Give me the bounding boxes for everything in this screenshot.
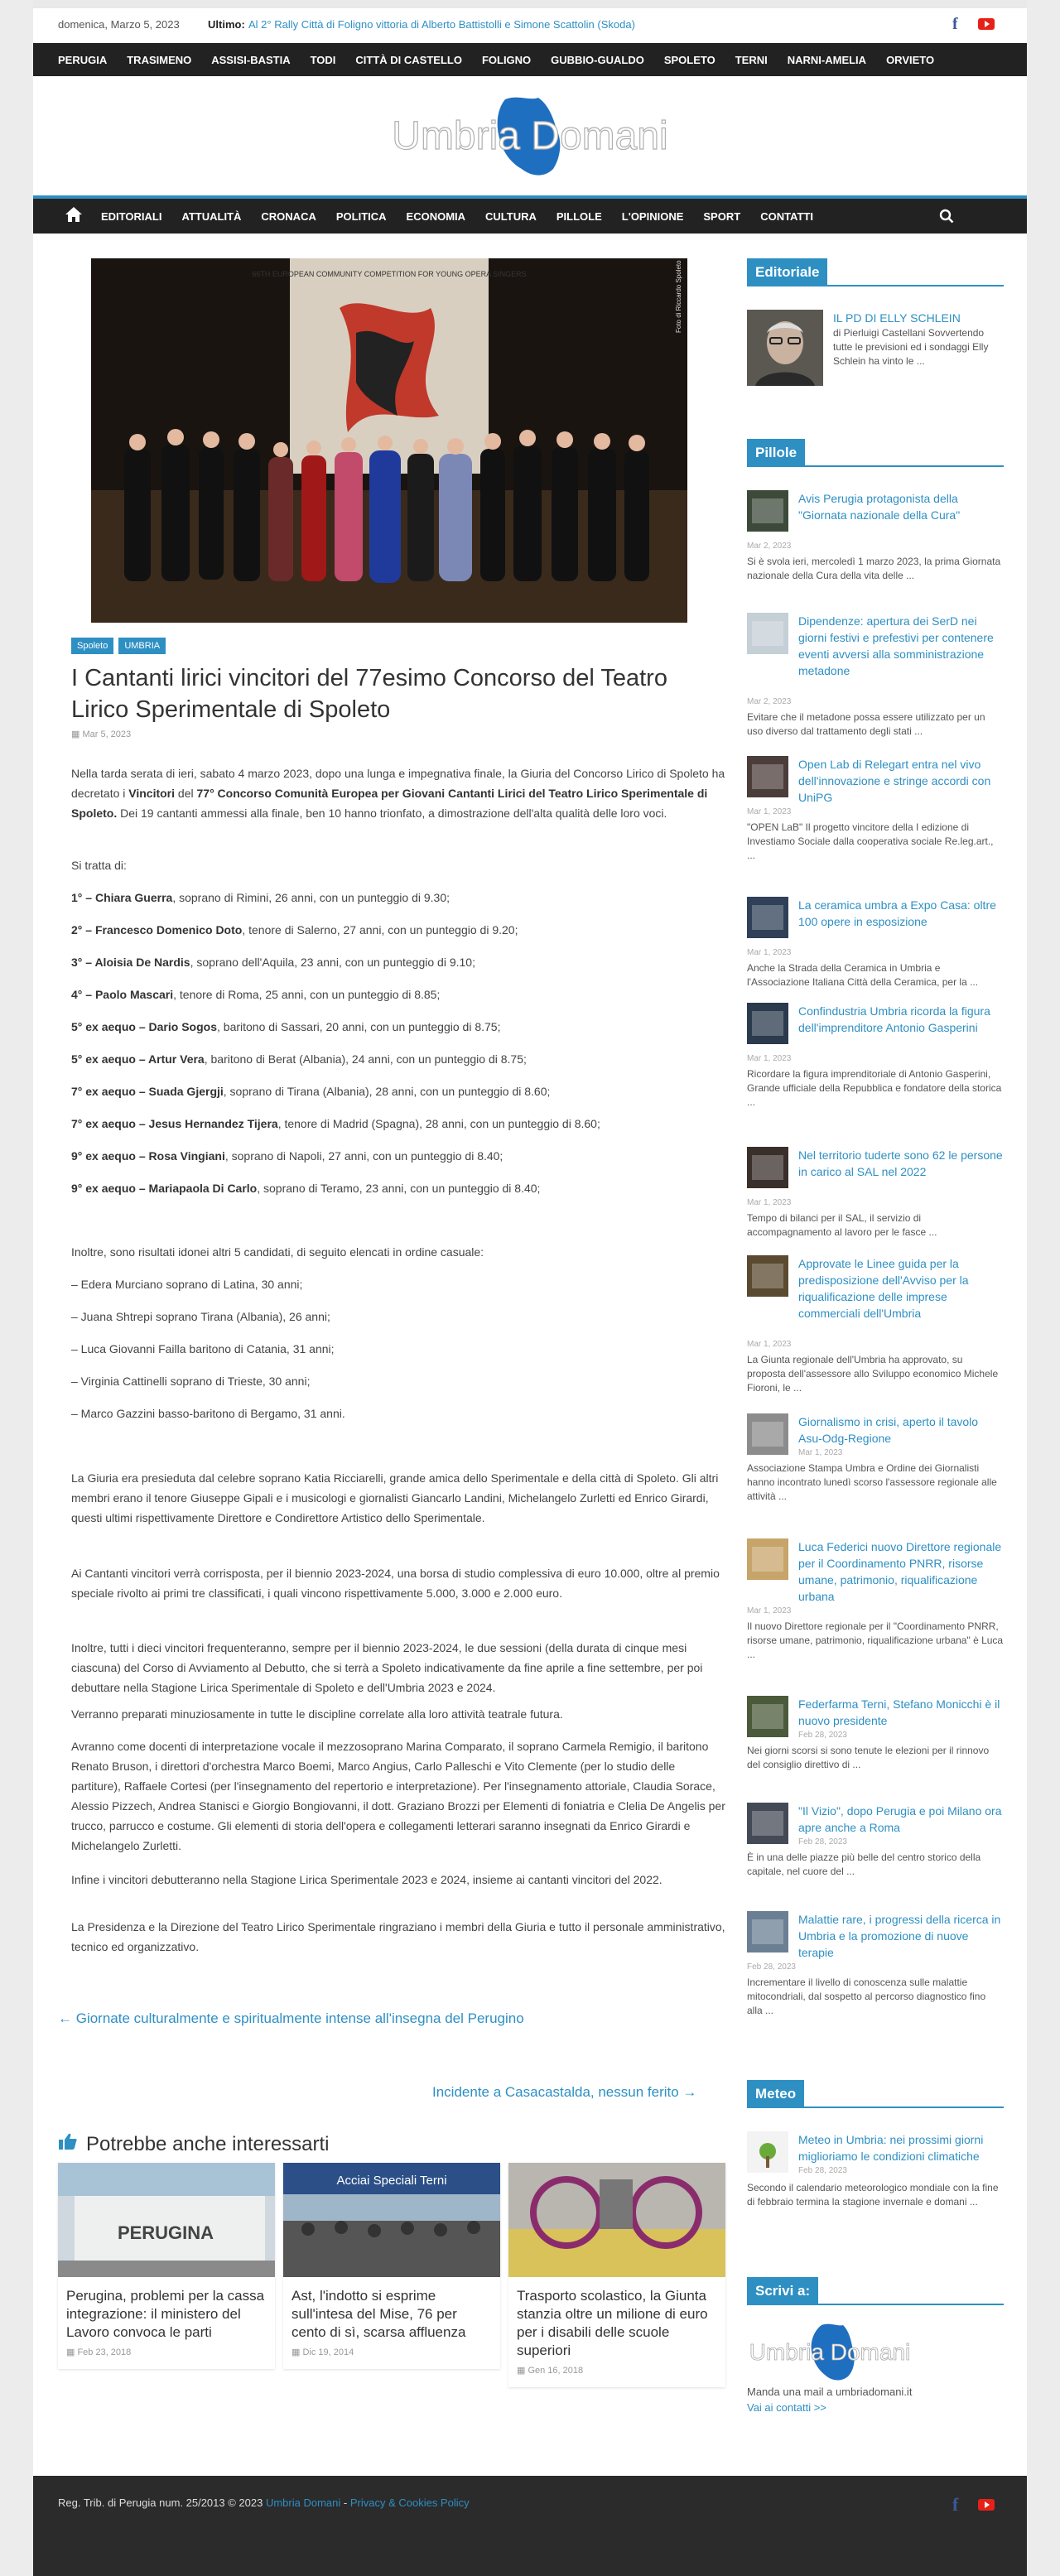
latest-news-ticker[interactable]: Al 2° Rally Città di Foligno vittoria di Alberto Battistolli e Simone Scattolin (Skoda) — [248, 18, 635, 31]
main-nav-item[interactable]: POLITICA — [335, 209, 387, 223]
city-nav-item[interactable]: TRASIMENO — [127, 53, 192, 66]
winner-desc: , soprano di Teramo, 23 anni, con un punteggio di 8.40; — [257, 1182, 541, 1195]
article-paragraph: Verranno preparati minuziosamente in tutte le discipline correlate alla loro attività teatrale futura. — [71, 1707, 563, 1721]
city-nav-item[interactable]: NARNI-AMELIA — [787, 53, 867, 66]
next-post-link[interactable]: Incidente a Casacastalda, nessun ferito → — [432, 2084, 697, 2100]
calendar-icon: ▦ — [292, 2347, 303, 2357]
related-image-text: Acciai Speciali Terni — [336, 2174, 447, 2188]
related-card-date — [58, 2347, 275, 2369]
calendar-icon: ▦ — [66, 2347, 78, 2357]
meteo-heading-text: Meteo — [747, 2080, 804, 2108]
article-date — [71, 729, 131, 739]
prev-post-link[interactable]: ← Giornate culturalmente e spiritualmente intense all'insegna del Perugino — [58, 2010, 524, 2026]
related-card[interactable] — [58, 2163, 275, 2369]
related-card-title[interactable]: Perugina, problemi per la cassa integrazione: il ministero del Lavoro convoca le parti — [66, 2288, 265, 2340]
editoriale-thumbnail[interactable] — [747, 310, 823, 386]
related-heading-text: Potrebbe anche interessarti — [86, 2132, 330, 2155]
pillola-thumbnail[interactable] — [747, 756, 788, 797]
pillola-date: Mar 2, 2023 — [747, 542, 792, 551]
winner-rank: 3° – — [71, 956, 95, 969]
page — [33, 0, 1027, 2576]
winner-row — [71, 1049, 725, 1069]
city-nav-item[interactable]: ASSISI-BASTIA — [211, 53, 291, 66]
article-paragraph: Ai Cantanti vincitori verrà corrisposta, per il biennio 2023-2024, una borsa di studio complessiva di euro 10.000, oltre al premio speciale rivolto ai primi tre classificati, i quali vincono rispettivamente 5.000, 3.000 e 2.000 euro. — [71, 1567, 720, 1600]
category-tags — [71, 638, 166, 654]
article-paragraph: Inoltre, tutti i dieci vincitori frequenteranno, sempre per il biennio 2023-2024, le due sessioni (della durata di cinque mesi ciascuna) del Corso di Avviamento al Debutto, che si terrà a Spoleto indicativamente da fine aprile a fine settembre, per poi debuttare nella Stagione Lirica Sperimentale di Spoleto e dell'Umbria 2023 e 2024. — [71, 1641, 703, 1694]
winner-name: Chiara Guerra — [94, 891, 173, 904]
pillola-excerpt: Si è svola ieri, mercoledì 1 marzo 2023, la prima Giornata nazionale della Cura della vita delle ... — [747, 556, 1001, 581]
idoneo-row: – Virginia Cattinelli soprano di Trieste, 30 anni; — [71, 1375, 311, 1388]
pillola-date: Feb 28, 2023 — [798, 1731, 847, 1740]
winner-name: Francesco Domenico Doto — [94, 923, 243, 937]
home-icon[interactable] — [65, 206, 83, 227]
pillola-title[interactable]: Approvate le Linee guida per la predisposizione dell'Avviso per la riqualificazione delle imprese commerciali dell'Umbria — [798, 1257, 969, 1320]
editoriale-excerpt: di Pierluigi Castellani Sovvertendo tutte le previsioni ed i sondaggi Elly Schlein ha vinto le ... — [833, 327, 989, 367]
scrivi-heading-text: Scrivi a: — [747, 2277, 818, 2305]
facebook-icon[interactable]: f — [952, 15, 958, 33]
related-card-image[interactable] — [283, 2163, 500, 2277]
pillola-date: Feb 28, 2023 — [747, 1962, 796, 1972]
pillola-thumbnail[interactable] — [747, 1003, 788, 1044]
main-nav-item[interactable]: SPORT — [703, 209, 741, 223]
article-title: I Cantanti lirici vincitori del 77esimo Concorso del Teatro Lirico Sperimentale di Spoleto — [71, 665, 667, 723]
winner-row — [71, 920, 725, 940]
pillola-excerpt: Tempo di bilanci per il SAL, il servizio di accompagnamento al lavoro per le fasce ... — [747, 1212, 937, 1238]
pillola-date: Mar 1, 2023 — [798, 1448, 843, 1457]
editoriale-title[interactable]: IL PD DI ELLY SCHLEIN — [833, 311, 961, 325]
contact-link[interactable]: Vai ai contatti >> — [747, 2401, 826, 2414]
winner-desc: , soprano di Napoli, 27 anni, con un punteggio di 8.40; — [224, 1149, 504, 1163]
intro-text-c: Dei 19 cantanti ammessi alla finale, ben 10 hanno trionfato, a dimostrazione dell'alta qualità delle loro voci. — [117, 807, 667, 820]
city-nav-item[interactable]: TERNI — [735, 53, 768, 66]
pillola-excerpt: La Giunta regionale dell'Umbria ha approvato, su proposta dell'assessore allo Sviluppo economico Michele Fioroni, le ... — [747, 1354, 999, 1394]
winner-name: Aloisia De Nardis — [94, 956, 190, 969]
pillola-date: Mar 1, 2023 — [747, 1340, 792, 1349]
winner-rank: 5° ex aequo – — [71, 1020, 149, 1033]
pillola-thumbnail[interactable] — [747, 613, 788, 654]
meteo-date: Feb 28, 2023 — [798, 2166, 847, 2175]
editoriale-item[interactable] — [747, 310, 1004, 392]
main-nav-item[interactable]: ECONOMIA — [406, 209, 466, 223]
city-nav-item[interactable]: TODI — [310, 53, 336, 66]
winner-row — [71, 1146, 725, 1166]
winner-name: Dario Sogos — [148, 1020, 217, 1033]
footer-site-link[interactable]: Umbria Domani — [265, 2497, 341, 2509]
city-nav — [33, 43, 1027, 76]
youtube-icon[interactable] — [977, 15, 995, 38]
winner-rank: 4° – — [71, 988, 95, 1001]
intro-bold-b: 77° Concorso Comunità Europea per Giovani Cantanti Lirici del Teatro Lirico Sperimentale di Spoleto. — [71, 787, 708, 820]
latest-label: Ultimo: — [208, 18, 245, 31]
pillola-thumbnail[interactable] — [747, 1803, 788, 1844]
pillola-title[interactable]: Open Lab di Relegart entra nel vivo dell'innovazione e stringe accordi con UniPG — [798, 758, 991, 804]
pillola-excerpt: Il nuovo Direttore regionale per il "Coordinamento PNRR, risorse umane, patrimonio, riqualificazione urbana" è Luca ... — [747, 1620, 1004, 1660]
related-card-image[interactable] — [58, 2163, 275, 2277]
article-intro — [71, 763, 725, 823]
pillola-title[interactable]: Avis Perugia protagonista della "Giornata nazionale della Cura" — [798, 492, 961, 522]
winner-row — [71, 1114, 725, 1134]
pillola-excerpt: Ricordare la figura imprenditoriale di Antonio Gasperini, Grande ufficiale della Repubblica e fondatore della storica ... — [747, 1068, 1002, 1108]
article-paragraph: Avranno come docenti di interpretazione vocale il mezzosoprano Marina Comparato, il soprano Carmela Remigio, il baritono Renato Bruson, i direttori d'orchestra Marco Boemi, Marco Angius, Carlo Palleschi e Vito Clemente (per lo studio delle partiture), Raffaele Cortesi (per l'insegnamento del repertorio e interpretazione). Per l'insegnamento attoriale, Claudia Sorace, Alessio Pizzech, Andrea Stanisci e Giorgio Bongiovanni, il dott. Graziano Brozzi per Elementi di foniatria e Clelia De Angelis per trucco, parrucco e costume. Gli elementi di storia dell'opera e collegamenti letterari saranno insegnati da Enrico Girardi e Michelangelo Zurletti. — [71, 1740, 725, 1852]
main-nav-item[interactable]: CRONACA — [261, 209, 316, 223]
related-card[interactable] — [508, 2163, 725, 2387]
meteo-title[interactable]: Meteo in Umbria: nei prossimi giorni miglioriamo le condizioni climatiche — [798, 2133, 984, 2163]
winner-desc: , tenore di Madrid (Spagna), 28 anni, con un punteggio di 8.60; — [277, 1117, 600, 1130]
related-card-title[interactable]: Trasporto scolastico, la Giunta stanzia oltre un milione di euro per i disabili delle scuole superiori — [517, 2288, 708, 2358]
winner-rank: 7° ex aequo – — [71, 1085, 149, 1098]
pillola-date: Feb 28, 2023 — [798, 1837, 847, 1847]
pillola-excerpt: Associazione Stampa Umbra e Ordine dei Giornalisti hanno incontrato lunedì scorso l'assessore regionale alle attività ... — [747, 1462, 997, 1502]
article-paragraph: La Presidenza e la Direzione del Teatro Lirico Sperimentale ringraziano i membri della Giuria e tutto il personale amministrativo, tecnico ed organizzativo. — [71, 1920, 725, 1953]
pillola-date: Mar 1, 2023 — [747, 948, 792, 957]
related-card-date — [508, 2365, 725, 2387]
city-nav-item[interactable]: CITTÀ DI CASTELLO — [355, 53, 462, 66]
search-icon[interactable] — [939, 209, 954, 228]
scrivi-box — [747, 2318, 1004, 2418]
intro-text-b: del — [175, 787, 197, 800]
winner-desc: , tenore di Salerno, 27 anni, con un punteggio di 9.20; — [242, 923, 518, 937]
pillola-title[interactable]: Malattie rare, i progressi della ricerca in Umbria e la promozione di nuove terapie — [798, 1913, 1001, 1959]
winner-name: Mariapaola Di Carlo — [148, 1182, 258, 1195]
pillola-thumbnail[interactable] — [747, 1413, 788, 1455]
pillola-excerpt: Nei giorni scorsi si sono tenute le elezioni per il rinnovo del consiglio direttivo di ... — [747, 1745, 990, 1770]
related-heading — [58, 2132, 330, 2156]
top-bar — [33, 0, 1027, 41]
winner-name: Jesus Hernandez Tijera — [148, 1117, 278, 1130]
photo-credit: Foto di Riccardo Spoleto — [675, 260, 682, 333]
main-nav-item[interactable]: PILLOLE — [556, 209, 602, 223]
winner-desc: , tenore di Roma, 25 anni, con un punteggio di 8.85; — [173, 988, 441, 1001]
winner-name: Suada Gjergji — [148, 1085, 224, 1098]
scrivi-widget-heading — [747, 2277, 1004, 2305]
winner-row — [71, 1081, 725, 1101]
scrivi-logo-text: Umbria Domani — [749, 2339, 911, 2365]
pillola-excerpt: Anche la Strada della Ceramica in Umbria e l'Associazione Italiana Città della Ceramica, per la ... — [747, 962, 979, 988]
scrivi-logo[interactable] — [747, 2318, 913, 2385]
winner-rank: 9° ex aequo – — [71, 1149, 149, 1163]
current-date: domenica, Marzo 5, 2023 — [58, 18, 180, 31]
main-nav-item[interactable]: CONTATTI — [760, 209, 813, 223]
footer-separator: - — [340, 2497, 350, 2509]
meteo-widget-heading — [747, 2080, 1004, 2108]
idoneo-row: – Luca Giovanni Failla baritono di Catania, 31 anni; — [71, 1342, 335, 1355]
pillola-title[interactable]: Nel territorio tuderte sono 62 le persone in carico al SAL nel 2022 — [798, 1148, 1003, 1178]
meteo-thumbnail[interactable] — [747, 2131, 788, 2173]
footer-facebook-icon[interactable]: f — [952, 2494, 959, 2515]
article-date-text: Mar 5, 2023 — [82, 729, 132, 739]
pillola-title[interactable]: Federfarma Terni, Stefano Monicchi è il nuovo presidente — [798, 1697, 1000, 1727]
pillola-thumbnail[interactable] — [747, 1911, 788, 1952]
intro-bold-a: Vincitori — [128, 787, 176, 800]
winner-rank: 2° – — [71, 923, 95, 937]
category-tag[interactable]: Spoleto — [71, 638, 113, 654]
pillola-title[interactable]: Dipendenze: apertura dei SerD nei giorni festivi e prefestivi per contenere eventi avversi alla somministrazione metadone — [798, 614, 994, 677]
article-paragraph: Infine i vincitori debutteranno nella Stagione Lirica Sperimentale 2023 e 2024, insieme ai cantanti vincitori del 2022. — [71, 1873, 662, 1886]
footer-youtube-icon[interactable] — [977, 2496, 995, 2518]
logo-text: Umbria Domani — [392, 114, 668, 158]
main-nav-item[interactable]: EDITORIALI — [101, 209, 162, 223]
winner-row — [71, 888, 725, 908]
pillola-thumbnail[interactable] — [747, 1696, 788, 1737]
pillola-thumbnail[interactable] — [747, 1255, 788, 1297]
pillola-thumbnail[interactable] — [747, 1147, 788, 1188]
winner-rank: 1° – — [71, 891, 95, 904]
editoriale-heading-text: Editoriale — [747, 258, 827, 286]
winner-row — [71, 985, 725, 1004]
pillola-title[interactable]: La ceramica umbra a Expo Casa: oltre 100 opere in esposizione — [798, 898, 996, 928]
city-nav-item[interactable]: SPOLETO — [663, 53, 716, 66]
related-card-image[interactable] — [508, 2163, 725, 2277]
winner-rank: 9° ex aequo – — [71, 1182, 149, 1195]
winner-desc: , baritono di Sassari, 20 anni, con un punteggio di 8.75; — [217, 1020, 501, 1033]
idoneo-row: – Juana Shtrepi soprano Tirana (Albania), 26 anni; — [71, 1310, 330, 1323]
winner-row — [71, 1178, 725, 1198]
pillola-excerpt: È in una delle piazze più belle del centro storico della capitale, nel cuore del ... — [747, 1851, 981, 1877]
related-card-date-text: Feb 23, 2018 — [77, 2347, 132, 2357]
related-card-date — [283, 2347, 500, 2369]
pillola-excerpt: Evitare che il metadone possa essere utilizzato per un uso diverso dal trattamento degli stati ... — [747, 711, 985, 737]
pillola-date: Mar 1, 2023 — [747, 1606, 792, 1615]
idoneo-row: – Marco Gazzini basso-baritono di Bergamo, 31 anni. — [71, 1407, 345, 1420]
winner-desc: , soprano dell'Aquila, 23 anni, con un punteggio di 9.10; — [190, 956, 475, 969]
si-tratta-text: Si tratta di: — [71, 859, 127, 872]
city-nav-item[interactable]: ORVIETO — [886, 53, 935, 66]
winner-row — [71, 1017, 725, 1037]
pillola-excerpt: "OPEN LaB" Il progetto vincitore della I edizione di Investiamo Sociale dalla cooperativa sociale Re.leg.art., ... — [747, 821, 994, 861]
winner-desc: , soprano di Tirana (Albania), 28 anni, con un punteggio di 8.60; — [223, 1085, 551, 1098]
pillola-date: Mar 2, 2023 — [747, 697, 792, 706]
winner-name: Paolo Mascari — [94, 988, 174, 1001]
pillola-date: Mar 1, 2023 — [747, 1198, 792, 1207]
main-nav-item[interactable]: ATTUALITÀ — [181, 209, 242, 223]
footer — [33, 2476, 1027, 2576]
winner-desc: , baritono di Berat (Albania), 24 anni, con un punteggio di 8.75; — [204, 1052, 527, 1066]
pillola-title[interactable]: Confindustria Umbria ricorda la figura dell'imprenditore Antonio Gasperini — [798, 1004, 990, 1034]
privacy-policy-link[interactable]: Privacy & Cookies Policy — [349, 2497, 470, 2509]
winner-desc: , soprano di Rimini, 26 anni, con un punteggio di 9.30; — [172, 891, 450, 904]
pillole-widget-heading — [747, 439, 1004, 467]
winner-name: Artur Vera — [148, 1052, 205, 1066]
pillola-title[interactable]: "Il Vizio", dopo Perugia e poi Milano ora apre anche a Roma — [798, 1804, 1002, 1834]
intro-text-a: Nella tarda serata di ieri, sabato 4 marzo 2023, dopo una lunga e impegnativa finale, la Giuria del Concorso Lirico di Spoleto ha decretato i — [71, 767, 725, 800]
related-card[interactable] — [283, 2163, 500, 2369]
thumbs-up-icon — [58, 2132, 78, 2156]
pillole-heading-text: Pillole — [747, 439, 805, 467]
main-nav-item[interactable]: CULTURA — [485, 209, 537, 223]
meteo-item[interactable] — [747, 2131, 1004, 2231]
pillola-thumbnail[interactable] — [747, 1538, 788, 1580]
pillola-title[interactable]: Giornalismo in crisi, aperto il tavolo Asu-Odg-Regione — [798, 1415, 979, 1445]
footer-copyright — [58, 2497, 470, 2509]
site-logo[interactable] — [364, 93, 696, 184]
meteo-excerpt: Secondo il calendario meteorologico mondiale con la fine di febbraio termina la stagione invernale e domani ... — [747, 2182, 999, 2208]
editoriale-widget-heading — [747, 258, 1004, 286]
scrivi-text: Manda una mail a umbriadomani.it — [747, 2386, 913, 2398]
pillola-title[interactable]: Luca Federici nuovo Direttore regionale per il Coordinamento PNRR, risorse umane, patrimonio, riqualificazione urbana — [798, 1540, 1002, 1603]
related-card-date-text: Dic 19, 2014 — [302, 2347, 354, 2357]
main-nav — [33, 195, 1027, 234]
city-nav-item[interactable]: GUBBIO-GUALDO — [551, 53, 644, 66]
featured-image — [91, 258, 687, 623]
pillola-date: Mar 1, 2023 — [747, 1054, 792, 1063]
related-card-title[interactable]: Ast, l'indotto si esprime sull'intesa del Mise, 76 per cento di sì, scarsa affluenza — [292, 2288, 466, 2340]
pillola-thumbnail[interactable] — [747, 490, 788, 532]
winner-rank: 7° ex aequo – — [71, 1117, 149, 1130]
winner-row — [71, 952, 725, 972]
poster-text: 66TH EUROPEAN COMMUNITY COMPETITION FOR YOUNG OPERA SINGERS — [252, 270, 527, 278]
footer-copy-text: Reg. Trib. di Perugia num. 25/2013 © 2023 — [58, 2497, 266, 2509]
idoneo-row: – Edera Murciano soprano di Latina, 30 anni; — [71, 1278, 303, 1291]
calendar-icon: ▦ — [517, 2366, 528, 2376]
article-paragraph: La Giuria era presieduta dal celebre soprano Katia Ricciarelli, grande amica dello Sperimentale e della città di Spoleto. Gli altri membri erano il tenore Giuseppe Gipali e i musicologi e giornalisti Giancarlo Landini, Michelangelo Zurletti ed Enrico Girardi, questi ultimi rispettivamente Direttore e Condirettore Artistico dello Sperimentale. — [71, 1471, 719, 1524]
city-nav-item[interactable]: PERUGIA — [58, 53, 108, 66]
related-image-text: PERUGINA — [117, 2222, 214, 2243]
pillola-date: Mar 1, 2023 — [747, 807, 792, 816]
related-card-date-text: Gen 16, 2018 — [528, 2366, 584, 2376]
idonei-intro: Inoltre, sono risultati idonei altri 5 candidati, di seguito elencati in ordine casuale: — [71, 1245, 484, 1259]
main-nav-item[interactable]: L'OPINIONE — [621, 209, 684, 223]
winner-rank: 5° ex aequo – — [71, 1052, 149, 1066]
category-tag[interactable]: UMBRIA — [118, 638, 166, 654]
pillola-excerpt: Incrementare il livello di conoscenza sulle malattie mitocondriali, dal sospetto al percorso diagnostico fino alla ... — [747, 1977, 986, 2016]
calendar-icon: ▦ — [71, 729, 83, 739]
city-nav-item[interactable]: FOLIGNO — [481, 53, 532, 66]
winner-name: Rosa Vingiani — [148, 1149, 225, 1163]
pillola-thumbnail[interactable] — [747, 897, 788, 938]
